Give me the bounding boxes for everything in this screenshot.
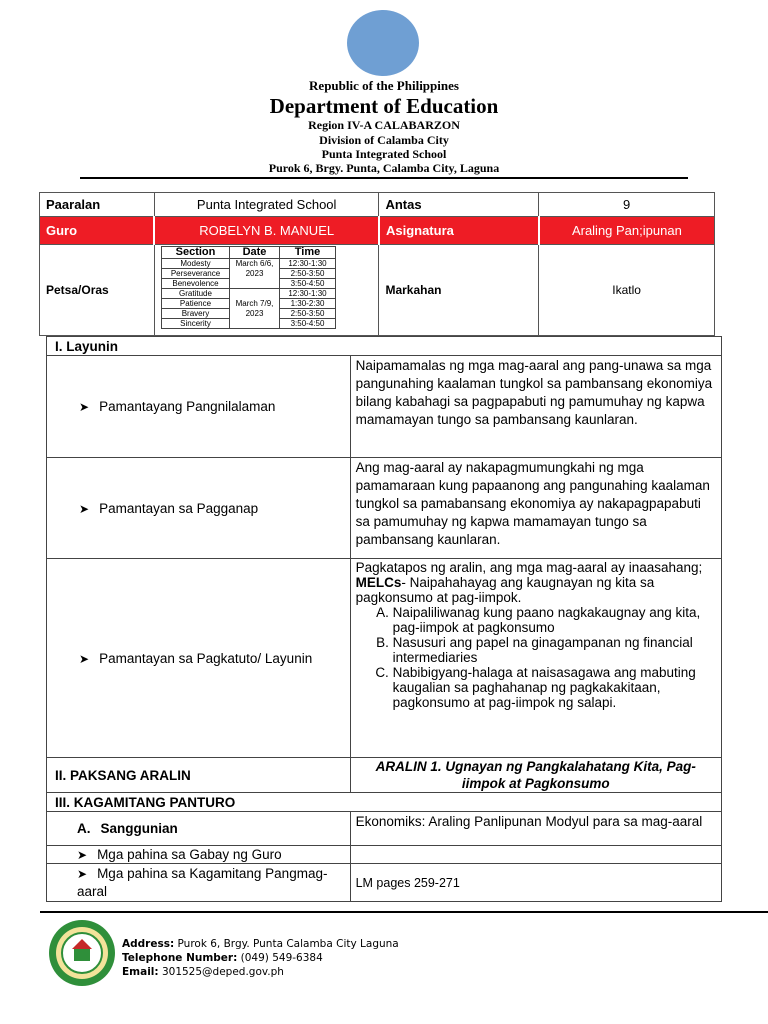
pamantayan-pagganap: ➤ Pamantayan sa Pagganap bbox=[47, 458, 351, 559]
paksang-aralin-value: ARALIN 1. Ugnayan ng Pangkalahatang Kita, Pag-iimpok at Pagkonsumo bbox=[350, 758, 721, 793]
division-text: Division of Calamba City bbox=[319, 133, 449, 147]
asignatura-value: Araling Pan;ipunan bbox=[539, 217, 715, 245]
region-text: Region IV-A CALABARZON bbox=[308, 118, 460, 132]
pagganap-text: Ang mag-aaral ay nakapagmumungkahi ng mga pamamaraan kung papaanong ang pangunahing kaalaman tungkol sa pamabansang ekonomiya ay nakapagpapabuti sa pamumuhay ng kapwa mamamayan tungo sa pambansang kaunlaran. bbox=[350, 458, 721, 559]
footer-phone: Telephone Number: (049) 549-6384 bbox=[122, 952, 323, 964]
paksang-aralin-label: II. PAKSANG ARALIN bbox=[47, 758, 351, 793]
school-text: Punta Integrated School bbox=[321, 147, 447, 161]
schedule-section: Sincerity bbox=[162, 319, 230, 329]
schedule-date-1: March 6/6, 2023 bbox=[230, 259, 280, 289]
arrow-bullet-icon: ➤ bbox=[79, 400, 90, 414]
pamantayang-pangnilalaman: ➤ Pamantayang Pangnilalaman bbox=[47, 356, 351, 458]
markahan-label: Markahan bbox=[379, 245, 539, 336]
schedule-time: 12:30-1:30 bbox=[280, 289, 336, 299]
deped-seal bbox=[347, 10, 419, 76]
asignatura-label: Asignatura bbox=[379, 217, 539, 245]
arrow-bullet-icon: ➤ bbox=[79, 651, 90, 666]
kagamitang-pangmag-aaral: ➤ Mga pahina sa Kagamitang Pangmag-aaral bbox=[47, 864, 351, 902]
school-address: Purok 6, Brgy. Punta, Calamba City, Laguna bbox=[268, 161, 500, 175]
footer-email: Email: 301525@deped.gov.ph bbox=[122, 966, 284, 978]
schedule-time: 12:30-1:30 bbox=[280, 259, 336, 269]
schedule-header-section: Section bbox=[162, 247, 230, 259]
republic-text: Republic of the Philippines bbox=[309, 78, 459, 93]
objective-item: C. Nabibigyang-halaga at naisasagawa ang mabuting kaugalian sa paghahanap ng pagkakakitaan, pagkonsumo at pag-iimpok ng salapi. bbox=[393, 665, 716, 710]
guro-label: Guro bbox=[40, 217, 155, 245]
antas-label: Antas bbox=[379, 193, 539, 217]
paaralan-value: Punta Integrated School bbox=[154, 193, 379, 217]
lm-pages-value: LM pages 259-271 bbox=[350, 864, 721, 902]
schedule-section: Perseverance bbox=[162, 269, 230, 279]
melcs-line: MELCs- Naipahahayag ang kaugnayan ng kita sa pagkonsumo at pag-iimpok. bbox=[355, 575, 655, 605]
arrow-bullet-icon: ➤ bbox=[77, 848, 88, 862]
schedule-header-date: Date bbox=[230, 247, 280, 259]
info-table bbox=[39, 192, 715, 336]
markahan-value: Ikatlo bbox=[539, 245, 715, 336]
schedule-time: 2:50-3:50 bbox=[280, 269, 336, 279]
schedule-table bbox=[161, 246, 336, 329]
schedule-time: 3:50-4:50 bbox=[280, 279, 336, 289]
arrow-bullet-icon: ➤ bbox=[77, 867, 88, 881]
schedule-date-2: March 7/9, 2023 bbox=[230, 289, 280, 329]
petsa-label: Petsa/Oras bbox=[40, 245, 155, 336]
schedule-section: Bravery bbox=[162, 309, 230, 319]
department-title: Department of Education bbox=[269, 94, 499, 118]
schedule-time: 1:30-2:30 bbox=[280, 299, 336, 309]
objectives-list bbox=[356, 605, 716, 710]
schedule-section: Gratitude bbox=[162, 289, 230, 299]
header-divider bbox=[80, 177, 688, 179]
pamantayan-pagkatuto: ➤ Pamantayan sa Pagkatuto/ Layunin bbox=[47, 559, 351, 758]
guro-value: ROBELYN B. MANUEL bbox=[154, 217, 379, 245]
sanggunian-label: A. Sanggunian bbox=[47, 812, 351, 846]
kagamitang-panturo-heading: III. KAGAMITANG PANTURO bbox=[47, 793, 722, 812]
schedule-time: 3:50-4:50 bbox=[280, 319, 336, 329]
footer-address: Address: Purok 6, Brgy. Punta Calamba City Laguna bbox=[122, 938, 399, 950]
gabay-ng-guro-value bbox=[350, 846, 721, 864]
arrow-bullet-icon: ➤ bbox=[79, 501, 90, 516]
schedule-section: Patience bbox=[162, 299, 230, 309]
antas-value: 9 bbox=[539, 193, 715, 217]
pagkatuto-intro: Pagkatapos ng aralin, ang mga mag-aaral ay inaasahang; bbox=[355, 560, 703, 575]
sanggunian-value: Ekonomiks: Araling Panlipunan Modyul para sa mag-aaral bbox=[350, 812, 721, 846]
school-logo-icon bbox=[48, 919, 116, 987]
gabay-ng-guro: ➤ Mga pahina sa Gabay ng Guro bbox=[47, 846, 351, 864]
pagkatuto-cell bbox=[350, 559, 721, 758]
schedule-section: Modesty bbox=[162, 259, 230, 269]
pangnilalaman-text: Naipamamalas ng mga mag-aaral ang pang-unawa sa mga pangunahing kaalaman tungkol sa pambansang ekonomiya bilang kabahagi sa pagpapabuti ng pamumuhay ng kapwa mamamayan tungo sa pambansang kaunlaran. bbox=[350, 356, 721, 458]
schedule-time: 2:50-3:50 bbox=[280, 309, 336, 319]
lesson-plan-table bbox=[46, 336, 722, 902]
schedule-section: Benevolence bbox=[162, 279, 230, 289]
objective-item: A. Naipaliliwanag kung paano nagkakaugnay ang kita, pag-iimpok at pagkonsumo bbox=[393, 605, 716, 635]
schedule-header-time: Time bbox=[280, 247, 336, 259]
paaralan-label: Paaralan bbox=[40, 193, 155, 217]
layunin-heading: I. Layunin bbox=[47, 337, 722, 356]
footer-divider bbox=[40, 911, 768, 913]
objective-item: B. Nasusuri ang papel na ginagampanan ng financial intermediaries bbox=[393, 635, 716, 665]
